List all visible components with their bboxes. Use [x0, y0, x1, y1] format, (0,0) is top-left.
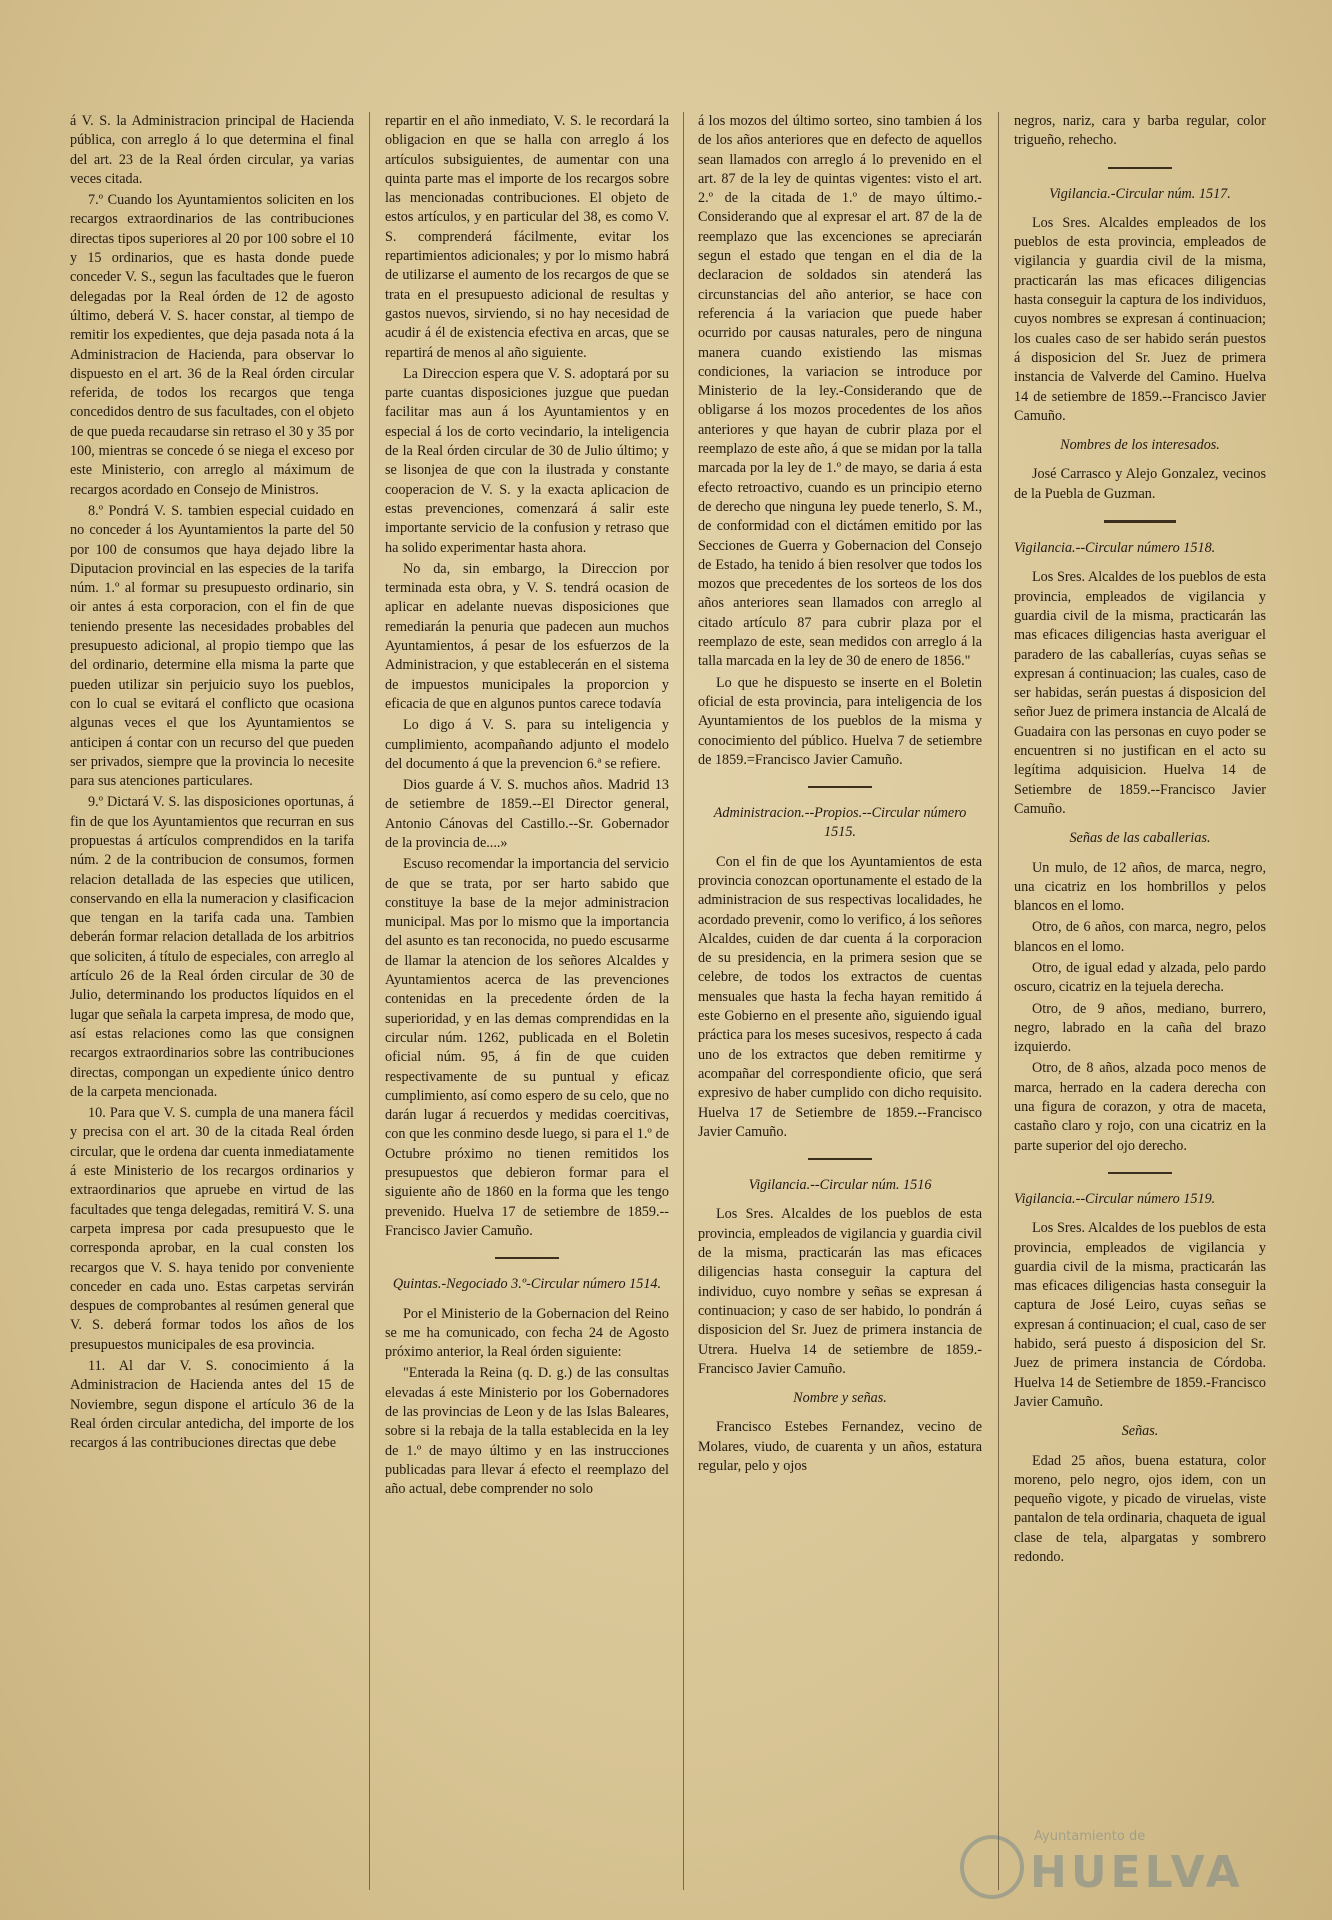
- paragraph: La Direccion espera que V. S. adoptará por su parte cuantas disposiciones juzgue que puedan facilitar mas aun á los Ayuntamientos y en especial á los de corto vecindario, la inteligencia de la Real órden circular de 30 de Julio último; y se lisonjea de que con la ilustrada y constante cooperacion de V. S. y la exacta aplicacion de estas prevenciones, comenzará á salir este importante servicio de la confusion y retraso que ha solido experimentar hasta ahora.: [385, 365, 669, 556]
- paragraph: Lo digo á V. S. para su inteligencia y cumplimiento, acompañando adjunto el modelo del documento á que la prevencion 6.ª se refiere.: [385, 717, 669, 772]
- subheading: Señas de las caballerias.: [1069, 830, 1211, 847]
- paragraph: Dios guarde á V. S. muchos años. Madrid 13 de setiembre de 1859.--El Director general, Antonio Cánovas del Castillo.--Sr. Gobernador de la provincia de....»: [385, 777, 669, 851]
- column-4: [1014, 112, 1266, 1890]
- paragraph: Escuso recomendar la importancia del servicio de que se trata, por ser harto sabido que constituye la base de la mejor administracion municipal. Mas por lo mismo que la importancia del asunto es tan reconocida, no puedo escusarme de llamar la atencion de los señores Alcaldes y Ayuntamientos acerca de las prevenciones contenidas en la precedente órden de la superioridad, y en las demas comprendidas en la circular núm. 1262, publicada en el Boletin oficial núm. 95, á fin de que cuiden respectivamente de su puntual y eficaz cumplimiento, así como espero de su celo, que no darán lugar á recuerdos y medidas coercitivas, con que les conmino desde luego, si para el 1.º de Octubre próximo no tienen remitidos los presupuestos que debieron formar para el siguiente año de 1860 en la forma que les tengo prevenido. Huelva 17 de setiembre de 1859.--Francisco Javier Camuño.: [385, 856, 669, 1239]
- paragraph: repartir en el año inmediato, V. S. le recordará la obligacion en que se halla con arreglo á los artículos subsiguientes, de aumentar con una quinta parte mas el importe de los recargos sobre las mencionadas contribuciones. El objeto de estos artículos, y en particular del 38, es como V. S. comprenderá fácilmente, evitar los repartimientos adicionales; y por lo mismo habrá de utilizarse el aumento de los recargos de que se trata en el presupuesto adicional de resultas y gastos nuevos, sirviendo, si no hay necesidad de acudir á él de existencia efectiva en arcas, que se repartirá de menos al año siguiente.: [385, 113, 669, 361]
- paragraph: Lo que he dispuesto se inserte en el Boletin oficial de esta provincia, para inteligencia de los Ayuntamientos de los pueblos de la misma y conocimiento del público. Huelva 7 de setiembre de 1859.=Francisco Javier Camuño.: [698, 674, 982, 768]
- section-title-vigilancia-1519: Vigilancia.--Circular número 1519.: [1014, 1190, 1216, 1207]
- subheading: Nombres de los interesados.: [1060, 437, 1220, 454]
- paragraph: á los mozos del último sorteo, sino tambien á los de los años anteriores que en defecto de aquellos sean llamados con arreglo á lo prevenido en el art. 87 de la ley de quintas vigentes: visto el art. 2.º de la citada de 1.º de mayo último.-Considerando que al expresar el art. 87 de la de reemplazo que las excenciones se apreciarán segun el estado que tengan en el dia de la declaracion de soldados sin atenderá las circunstancias del año anterior, se hace con referencia á la variacion que puede haber ocurrido por causas naturales, pero de ninguna manera cuando existiendo las mismas condiciones, la variacion se introduce por Ministerio de la ley.-Considerando que de obligarse á los mozos procedentes de los años anteriores y que hayan de cubrir plaza por el reemplazo de este año, á que se midan por la talla marcada por la ley de 1.º de mayo, se daria á esta efecto retroactivo, cuando es un principio eterno de derecho que ninguna ley puede tenerlo, S. M., de conformidad con el dictámen emitido por las Secciones de Guerra y Gobernacion del Consejo de Estado, ha tenido á bien resolver que todos los mozos que precedentes de los sorteos de los dos años anteriores sean llamados con arreglo al citado artículo 87 para cubrir plaza por el reemplazo de este, sean medidos con arreglo á la talla marcada en la ley de 30 de enero de 1856.": [698, 113, 982, 670]
- watermark-top-text: Ayuntamiento de: [1034, 1829, 1146, 1844]
- paragraph: "Enterada la Reina (q. D. g.) de las consultas elevadas á este Ministerio por los Gobernadores de las provincias de Leon y de las Islas Baleares, sobre si la rebaja de la talla establecida en la ley de 1.º de mayo último y en las instrucciones publicadas para llevar á efecto el reemplazo del año actual, debe comprender no solo: [385, 1365, 669, 1498]
- paragraph: Por el Ministerio de la Gobernacion del Reino se me ha comunicado, con fecha 24 de Agosto próximo anterior, la Real órden siguiente:: [385, 1305, 669, 1361]
- section-divider: [808, 1158, 872, 1160]
- column-rule: [369, 112, 370, 1890]
- paragraph: Los Sres. Alcaldes empleados de los pueblos de esta provincia, empleados de vigilancia y guardia civil de la misma, practicarán las mas eficaces diligencias hasta conseguir la captura de los individuos, cuyos nombres se expresan á continuacion; los cuales caso de ser habido serán puestos á disposicion del Sr. Juez de primera instancia de Valverde del Camino. Huelva 14 de setiembre de 1859.--Francisco Javier Camuño.: [1014, 214, 1266, 424]
- section-title-vigilancia-1518: Vigilancia.--Circular número 1518.: [1014, 540, 1216, 557]
- paragraph: 7.º Cuando los Ayuntamientos soliciten en los recargos extraordinarios de las contribuciones directas tipos superiores al 20 por 100 sobre el 10 y 15 ordinarios, que es hasta donde puede conceder V. S., segun las facultades que le fueron delegadas por la Real órden de 12 de agosto último, deberá V. S. hacer constar, al tiempo de remitir los expedientes, que deja pasada nota á la Administracion de Hacienda, para observar lo dispuesto en el art. 36 de la Real órden circular referida, de todos los recargos que tenga concedidos dentro de sus facultades, con el objeto de que pueda recaudarse sin retraso el 30 y 35 por 100, mientras se concede ó se niega el exceso por este Ministerio, con arreglo al máximum de recargos acordado en Consejo de Ministros.: [70, 192, 354, 498]
- paragraph: negros, nariz, cara y barba regular, color trigueño, rehecho.: [1014, 113, 1266, 149]
- paragraph: 11. Al dar V. S. conocimiento á la Administracion de Hacienda antes del 15 de Noviembre, segun dispone el artículo 36 de la Real órden circular antedicha, del importe de los recargos á las contribuciones directas que debe: [70, 1358, 354, 1452]
- column-3: [698, 112, 982, 1890]
- list-item: Un mulo, de 12 años, de marca, negro, una cicatriz en los hombrillos y pelos blancos en el lomo.: [1014, 859, 1266, 915]
- watermark-main-text: HUELVA: [1030, 1847, 1244, 1898]
- paragraph: 9.º Dictará V. S. las disposiciones oportunas, á fin de que los Ayuntamientos que recurran en sus propuestas á artículos comprendidos en la tarifa núm. 2 de la contribucion de consumos, formen relacion detallada de las especies que utilicen, conservando en ella la numeracion y clasificacion que tengan en la tarifa cada una. Tambien deberán formar relacion detallada de los arbitrios que soliciten, á título de especiales, con arreglo al artículo 26 de la Real órden circular de 30 de Julio, determinando los productos líquidos en el lugar que señala la carpeta impresa, de modo que, así estas relaciones como las que consignen recargos extraordinarios sobre las contribuciones directas, compongan un expediente único dentro de la carpeta mencionada.: [70, 794, 354, 1100]
- column-rule: [998, 112, 999, 1890]
- paragraph: Los Sres. Alcaldes de los pueblos de esta provincia, empleados de vigilancia y guardia civil de la misma, practicarán las mas eficaces diligencias hasta conseguir la captura de José Leiro, cuyas señas se expresan á continuacion; el cual, caso de ser habido, será puesto á disposicion del Sr. Juez de primera instancia de Córdoba. Huelva 14 de Setiembre de 1859.-Francisco Javier Camuño.: [1014, 1220, 1266, 1410]
- paragraph: Los Sres. Alcaldes de los pueblos de esta provincia, empleados de vigilancia y guardia civil de la misma, practicarán las mas eficaces diligencias hasta averiguar el paradero de las caballerías, cuyas señas se expresan á continuacion; las cuales, caso de ser habidas, serán puestas á disposicion del señor Juez de primera instancia de Alcalá de Guadaira con las personas en cuyo poder se encuentren si no justifican en el acto su legítima adquisicion. Huelva 14 de Setiembre de 1859.--Francisco Javier Camuño.: [1014, 569, 1266, 817]
- watermark-stamp: [960, 1825, 1260, 1905]
- paragraph: Edad 25 años, buena estatura, color moreno, pelo negro, ojos idem, con un pequeño vigote, y picado de viruelas, viste pantalon de tela ordinaria, chaqueta de igual clase de tela, alpargatas y sombrero redondo.: [1014, 1452, 1266, 1565]
- paragraph: á V. S. la Administracion principal de Hacienda pública, con arreglo á lo que determina el final del art. 23 de la Real órden circular, ya varias veces citada.: [70, 113, 354, 187]
- paragraph: 8.º Pondrá V. S. tambien especial cuidado en no conceder á los Ayuntamientos la parte del 50 por 100 de consumos que haya dejado libre la Diputacion provincial en las especies de la tarifa núm. 1.º al formar su presupuesto ordinario, sin oir antes á esta corporacion, con el fin de que teniendo presente las necesidades probables del presupuesto adicional, al propio tiempo que las del ordinario, determine ella misma la parte que pueden utilizar sin perjuicio suyo los pueblos, con lo cual se evitará el conflicto que ocasiona algunas veces el que los Ayuntamientos se anticipen á contar con un recurso del que pueden ser privados, siempre que la provincia lo necesite para sus atenciones particulares.: [70, 502, 354, 790]
- section-title-vigilancia-1516: Vigilancia.--Circular núm. 1516: [748, 1177, 932, 1194]
- paragraph: Francisco Estebes Fernandez, vecino de Molares, viudo, de cuarenta y un años, estatura regular, pelo y ojos: [698, 1419, 982, 1474]
- paragraph: 10. Para que V. S. cumpla de una manera fácil y precisa con el art. 30 de la citada Real órden circular, que le ordena dar cuenta inmediatamente á este Ministerio de los recargos ordinarios y extraordinarios que apruebe en virtud de las facultades que tenga delegadas, remitirá V. S. una carpeta impresa por cada presupuesto que le corresponda aprobar, en la cual consten los recargos que V. S. haya tenido por conveniente conceder en cada uno. Estas carpetas servirán despues de comprobantes al resúmen general que V. S. deberá formar todos los años de los presupuestos municipales de esa provincia.: [70, 1105, 354, 1353]
- list-item: Otro, de 9 años, mediano, burrero, negro, labrado en la caña del brazo izquierdo.: [1014, 1000, 1266, 1056]
- list-item: Otro, de 8 años, alzada poco menos de marca, herrado en la cadera derecha con una figura de corazon, y otra de maceta, castaño claro y rojo, con una cicatriz en la parte superior del ojo derecho.: [1014, 1060, 1266, 1154]
- list-item: Otro, de 6 años, con marca, negro, pelos blancos en el lomo.: [1014, 919, 1266, 955]
- column-1: [70, 112, 354, 1890]
- column-2: [385, 112, 669, 1890]
- watermark-logo-icon: [960, 1835, 1024, 1899]
- list-item: Otro, de igual edad y alzada, pelo pardo oscuro, cicatriz en la tejuela derecha.: [1014, 959, 1266, 996]
- section-title-vigilancia-1517: Vigilancia.-Circular núm. 1517.: [1049, 185, 1231, 202]
- section-divider: [1108, 1172, 1172, 1174]
- column-rule: [683, 112, 684, 1890]
- paragraph: Con el fin de que los Ayuntamientos de esta provincia conozcan oportunamente el estado de la administracion de sus respectivas localidades, he acordado prevenir, como lo verifico, á los señores Alcaldes, cuiden de dar cuenta á la corporacion de su presidencia, en la primera sesion que se celebre, de todos los extractos de cuentas mensuales que hasta la fecha hayan remitido á este Gobierno en el presente año, siguiendo igual práctica para los meses sucesivos, respecto á cada uno de los extractos que deben remitirme y acompañar del correspondiente oficio, que será expresivo de haber cumplido con dicho requisito. Huelva 17 de Setiembre de 1859.--Francisco Javier Camuño.: [698, 853, 982, 1140]
- section-divider: [1108, 167, 1172, 169]
- paragraph: No da, sin embargo, la Direccion por terminada esta obra, y V. S. tendrá ocasion de aplicar en adelante nuevas disposiciones que remediarán la penuria que padecen aun muchos Ayuntamientos, á pesar de los esfuerzos de la Administracion, y que establecerán en el sistema de impuestos municipales la proporcion y eficacia de que en algunos puntos carece todavía: [385, 560, 669, 712]
- section-divider: [1104, 520, 1176, 523]
- section-title-administracion: Administracion.--Propios.--Circular número 1515.: [713, 805, 967, 841]
- subheading: Nombre y señas.: [793, 1390, 887, 1407]
- subheading: Señas.: [1121, 1423, 1159, 1440]
- section-divider: [495, 1257, 559, 1259]
- paragraph: José Carrasco y Alejo Gonzalez, vecinos de la Puebla de Guzman.: [1014, 466, 1266, 502]
- section-divider: [808, 786, 872, 788]
- paragraph: Los Sres. Alcaldes de los pueblos de esta provincia, empleados de vigilancia y guardia civil de la misma, practicarán las mas eficaces diligencias hasta conseguir la captura del individuo, cuyo nombre y señas se expresan á continuacion; y caso de ser habido, lo pondrán á disposicion del Sr. Juez de primera instancia de Utrera. Huelva 14 de setiembre de 1859.-Francisco Javier Camuño.: [698, 1206, 982, 1377]
- section-title-quintas: Quintas.-Negociado 3.º-Circular número 1514.: [392, 1276, 662, 1293]
